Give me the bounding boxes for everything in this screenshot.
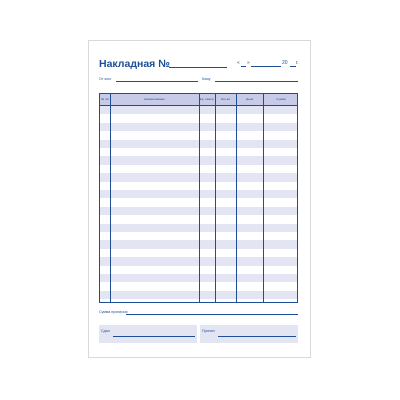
date-year-prefix: 20 (282, 60, 288, 66)
date-year-suffix: г. (296, 60, 299, 66)
from-label: От кого (99, 77, 112, 81)
column-divider (199, 94, 200, 302)
date-year-wrap (282, 60, 288, 66)
header-price: Цена (245, 97, 254, 102)
date-close-quote: » (247, 60, 250, 66)
column-divider (236, 94, 237, 302)
header-name: Наименование (144, 97, 165, 102)
date-field (237, 60, 240, 66)
to-line (215, 81, 298, 82)
date-year-suffix-wrap (296, 60, 299, 66)
header-number: № п/п (100, 97, 110, 102)
amount-in-words-label: Сумма прописью (99, 310, 128, 314)
date-close-quote-wrap (247, 60, 250, 66)
amount-in-words-line (126, 314, 298, 315)
to-label: Кому (202, 77, 211, 81)
page-title: Накладная № (99, 58, 170, 70)
column-divider (110, 94, 111, 302)
handed-over-line (113, 336, 195, 337)
items-table (99, 93, 298, 303)
received-line (218, 336, 296, 337)
date-open-quote: « (237, 60, 240, 66)
header-sum: Сумма (276, 97, 286, 102)
header-quantity: Кол-во (220, 97, 231, 102)
from-line (116, 81, 198, 82)
handed-over-label: Сдал (101, 329, 110, 333)
date-month-line (251, 66, 281, 67)
received-label: Принял (202, 329, 215, 333)
received-box (200, 325, 298, 343)
column-divider (215, 94, 216, 302)
header-unit: Ед. измер. (199, 97, 215, 102)
date-day-line (241, 66, 246, 67)
invoice-form (88, 40, 311, 358)
invoice-number-line (169, 67, 227, 68)
date-year-line (290, 66, 296, 67)
handed-over-box (99, 325, 197, 343)
column-divider (263, 94, 264, 302)
